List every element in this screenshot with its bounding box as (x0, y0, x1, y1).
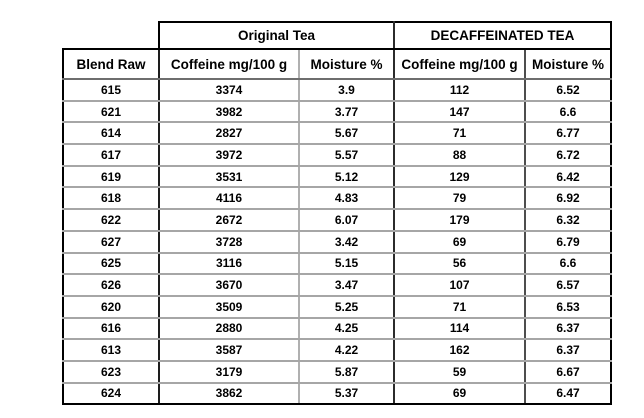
cell-decaf-coffeine: 162 (394, 339, 525, 361)
cell-original-moisture: 5.87 (299, 361, 394, 383)
cell-original-coffeine: 3982 (159, 101, 299, 123)
cell-original-coffeine: 2672 (159, 209, 299, 231)
cell-decaf-moisture: 6.47 (525, 383, 611, 405)
column-header-row (63, 49, 611, 79)
column-header-decaf-coffeine: Coffeine mg/100 g (394, 49, 525, 79)
cell-decaf-coffeine: 69 (394, 383, 525, 405)
column-header-original-moisture: Moisture % (299, 49, 394, 79)
table-row (63, 187, 611, 209)
table-row (63, 144, 611, 166)
cell-decaf-coffeine: 88 (394, 144, 525, 166)
table-row (63, 296, 611, 318)
cell-original-moisture: 6.07 (299, 209, 394, 231)
table-row (63, 361, 611, 383)
cell-blend-raw: 615 (63, 79, 159, 101)
cell-decaf-moisture: 6.92 (525, 187, 611, 209)
cell-original-coffeine: 2880 (159, 318, 299, 340)
cell-decaf-coffeine: 129 (394, 166, 525, 188)
cell-original-coffeine: 3116 (159, 253, 299, 275)
cell-decaf-moisture: 6.77 (525, 122, 611, 144)
cell-original-moisture: 4.25 (299, 318, 394, 340)
cell-original-moisture: 5.67 (299, 122, 394, 144)
cell-original-coffeine: 4116 (159, 187, 299, 209)
cell-blend-raw: 622 (63, 209, 159, 231)
cell-decaf-coffeine: 114 (394, 318, 525, 340)
cell-original-coffeine: 3509 (159, 296, 299, 318)
cell-original-moisture: 5.12 (299, 166, 394, 188)
cell-decaf-coffeine: 112 (394, 79, 525, 101)
cell-blend-raw: 614 (63, 122, 159, 144)
group-header-decaffeinated-tea: DECAFFEINATED TEA (394, 22, 611, 49)
empty-corner-cell (63, 22, 159, 49)
cell-decaf-coffeine: 179 (394, 209, 525, 231)
cell-original-coffeine: 3179 (159, 361, 299, 383)
cell-blend-raw: 621 (63, 101, 159, 123)
cell-original-moisture: 3.47 (299, 274, 394, 296)
cell-original-moisture: 5.25 (299, 296, 394, 318)
cell-decaf-coffeine: 59 (394, 361, 525, 383)
cell-original-moisture: 5.37 (299, 383, 394, 405)
cell-original-coffeine: 2827 (159, 122, 299, 144)
cell-original-coffeine: 3670 (159, 274, 299, 296)
cell-blend-raw: 625 (63, 253, 159, 275)
cell-blend-raw: 619 (63, 166, 159, 188)
column-header-decaf-moisture: Moisture % (525, 49, 611, 79)
cell-blend-raw: 617 (63, 144, 159, 166)
cell-decaf-moisture: 6.67 (525, 361, 611, 383)
cell-blend-raw: 618 (63, 187, 159, 209)
cell-original-coffeine: 3972 (159, 144, 299, 166)
table-row (63, 274, 611, 296)
cell-decaf-moisture: 6.32 (525, 209, 611, 231)
cell-original-moisture: 3.42 (299, 231, 394, 253)
cell-original-moisture: 5.57 (299, 144, 394, 166)
cell-decaf-moisture: 6.37 (525, 318, 611, 340)
cell-original-moisture: 4.22 (299, 339, 394, 361)
cell-decaf-moisture: 6.42 (525, 166, 611, 188)
table-row (63, 339, 611, 361)
cell-original-moisture: 5.15 (299, 253, 394, 275)
cell-decaf-coffeine: 71 (394, 296, 525, 318)
cell-blend-raw: 613 (63, 339, 159, 361)
table-row (63, 122, 611, 144)
table-row (63, 383, 611, 405)
cell-original-coffeine: 3374 (159, 79, 299, 101)
cell-original-coffeine: 3531 (159, 166, 299, 188)
cell-decaf-moisture: 6.52 (525, 79, 611, 101)
column-header-blend-raw: Blend Raw (63, 49, 159, 79)
cell-decaf-coffeine: 79 (394, 187, 525, 209)
group-header-row (63, 22, 611, 49)
cell-decaf-coffeine: 71 (394, 122, 525, 144)
table-row (63, 209, 611, 231)
table-row (63, 253, 611, 275)
table-row (63, 101, 611, 123)
cell-decaf-moisture: 6.37 (525, 339, 611, 361)
cell-decaf-moisture: 6.72 (525, 144, 611, 166)
cell-blend-raw: 627 (63, 231, 159, 253)
cell-blend-raw: 626 (63, 274, 159, 296)
table-row (63, 318, 611, 340)
cell-original-coffeine: 3587 (159, 339, 299, 361)
cell-original-moisture: 4.83 (299, 187, 394, 209)
cell-original-moisture: 3.77 (299, 101, 394, 123)
cell-decaf-coffeine: 69 (394, 231, 525, 253)
cell-original-coffeine: 3728 (159, 231, 299, 253)
cell-blend-raw: 624 (63, 383, 159, 405)
tea-comparison-table (62, 21, 612, 405)
table-row (63, 79, 611, 101)
cell-original-coffeine: 3862 (159, 383, 299, 405)
cell-decaf-moisture: 6.6 (525, 101, 611, 123)
cell-original-moisture: 3.9 (299, 79, 394, 101)
cell-decaf-coffeine: 147 (394, 101, 525, 123)
cell-decaf-coffeine: 107 (394, 274, 525, 296)
group-header-original-tea: Original Tea (159, 22, 394, 49)
table-row (63, 166, 611, 188)
cell-decaf-moisture: 6.57 (525, 274, 611, 296)
cell-decaf-coffeine: 56 (394, 253, 525, 275)
column-header-original-coffeine: Coffeine mg/100 g (159, 49, 299, 79)
cell-decaf-moisture: 6.79 (525, 231, 611, 253)
cell-decaf-moisture: 6.53 (525, 296, 611, 318)
table-row (63, 231, 611, 253)
cell-decaf-moisture: 6.6 (525, 253, 611, 275)
cell-blend-raw: 620 (63, 296, 159, 318)
cell-blend-raw: 623 (63, 361, 159, 383)
cell-blend-raw: 616 (63, 318, 159, 340)
